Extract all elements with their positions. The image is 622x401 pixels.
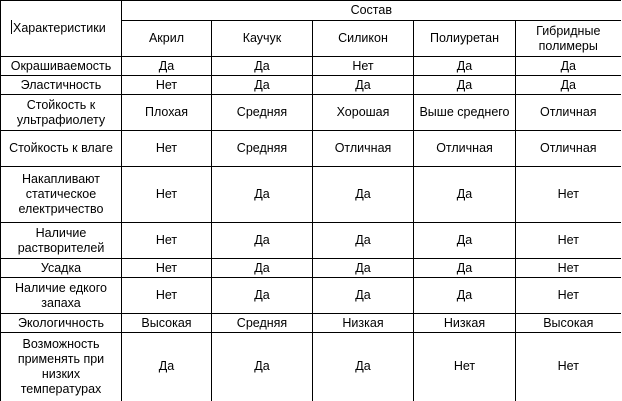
table-cell: Хорошая — [313, 95, 414, 131]
table-cell: Да — [516, 76, 621, 95]
table-cell: Нет — [122, 278, 212, 314]
table-cell: Высокая — [122, 314, 212, 333]
table-cell: Да — [212, 259, 313, 278]
table-cell: Нет — [313, 57, 414, 76]
table-cell: Да — [516, 57, 621, 76]
table-cell: Нет — [516, 167, 621, 223]
table-row — [1, 223, 621, 259]
table-cell: Нет — [122, 223, 212, 259]
header-row-top — [1, 1, 621, 21]
column-header-silicone: Силикон — [313, 21, 414, 57]
table-row — [1, 259, 621, 278]
row-label: Стойкость к влаге — [1, 131, 122, 167]
table-cell: Да — [313, 167, 414, 223]
table-cell: Нет — [516, 259, 621, 278]
table-cell: Да — [212, 167, 313, 223]
row-label: Наличие растворителей — [1, 223, 122, 259]
table-row — [1, 131, 621, 167]
table-cell: Выше среднего — [414, 95, 516, 131]
table-cell: Да — [414, 278, 516, 314]
table-row — [1, 95, 621, 131]
table-cell: Да — [313, 278, 414, 314]
table-cell: Отличная — [516, 95, 621, 131]
table-row — [1, 76, 621, 95]
table-cell: Нет — [516, 278, 621, 314]
table-cell: Плохая — [122, 95, 212, 131]
table-cell: Да — [212, 278, 313, 314]
table-row — [1, 278, 621, 314]
table-cell: Нет — [122, 167, 212, 223]
table-cell: Да — [414, 167, 516, 223]
table-cell: Нет — [122, 76, 212, 95]
row-label: Стойкость к ультрафиолету — [1, 95, 122, 131]
table-cell: Нет — [122, 259, 212, 278]
table-cell: Да — [122, 57, 212, 76]
row-label: Наличие едкого запаха — [1, 278, 122, 314]
table-cell: Низкая — [414, 314, 516, 333]
table-row — [1, 57, 621, 76]
column-header-acrylic: Акрил — [122, 21, 212, 57]
table-cell: Да — [313, 223, 414, 259]
table-cell: Отличная — [414, 131, 516, 167]
table-cell: Да — [414, 57, 516, 76]
table-cell: Да — [212, 76, 313, 95]
table-cell: Нет — [414, 333, 516, 401]
table-cell: Да — [414, 259, 516, 278]
table-cell: Низкая — [313, 314, 414, 333]
table-cell: Средняя — [212, 131, 313, 167]
column-header-hybrid-polymers: Гибридные полимеры — [516, 21, 621, 57]
table-cell: Да — [313, 259, 414, 278]
table-cell: Высокая — [516, 314, 621, 333]
table-cell: Да — [212, 57, 313, 76]
composition-header: Состав — [122, 1, 621, 21]
table-cell: Средняя — [212, 314, 313, 333]
table-row — [1, 333, 621, 401]
row-label: Эластичность — [1, 76, 122, 95]
table-cell: Да — [122, 333, 212, 401]
table-cell: Нет — [516, 223, 621, 259]
table-cell: Да — [313, 333, 414, 401]
table-cell: Да — [414, 76, 516, 95]
row-label: Экологичность — [1, 314, 122, 333]
table-cell: Да — [313, 76, 414, 95]
row-label: Усадка — [1, 259, 122, 278]
table-cell: Да — [414, 223, 516, 259]
table-cell: Да — [212, 223, 313, 259]
column-header-polyurethane: Полиуретан — [414, 21, 516, 57]
table-cell: Да — [212, 333, 313, 401]
row-label: Возможность применять при низких температурах — [1, 333, 122, 401]
characteristics-header: Характеристики — [1, 1, 122, 57]
column-header-rubber: Каучук — [212, 21, 313, 57]
row-label: Окрашиваемость — [1, 57, 122, 76]
table-cell: Отличная — [516, 131, 621, 167]
table-cell: Средняя — [212, 95, 313, 131]
table-cell: Нет — [516, 333, 621, 401]
row-label: Накапливают статическое електричество — [1, 167, 122, 223]
table-cell: Нет — [122, 131, 212, 167]
table-row — [1, 167, 621, 223]
table-row — [1, 314, 621, 333]
table-cell: Отличная — [313, 131, 414, 167]
